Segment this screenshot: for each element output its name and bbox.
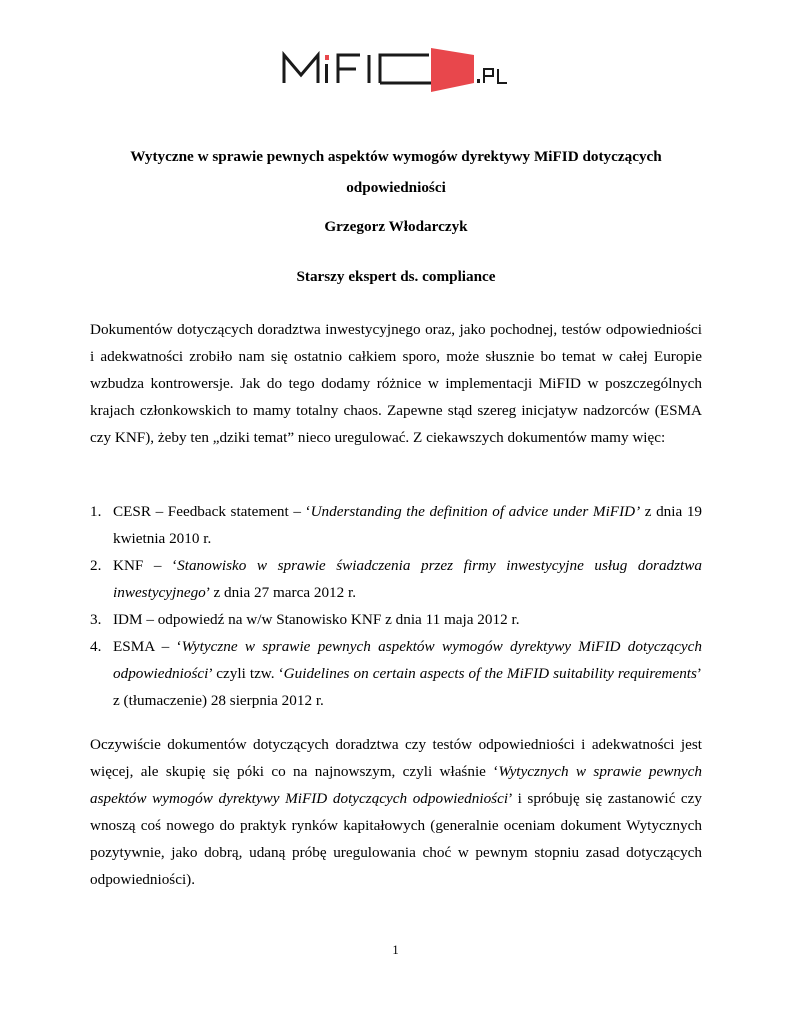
list-number: 3. bbox=[90, 611, 102, 628]
list-text: KNF – ‘Stanowisko w sprawie świadczenia przez firmy inwestycyjne usług doradztwa inwestycyjnego’ z dnia 27 marca 2012 r. bbox=[113, 557, 702, 601]
author-name: Grzegorz Włodarczyk bbox=[324, 218, 468, 235]
intro-paragraph: Dokumentów dotyczących doradztwa inwestycyjnego oraz, jako pochodnej, testów odpowiedniości i adekwatności zrobiło nam się ostatnio całkiem sporo, może słusznie bo temat w całej Europie wzbudza kontrowersje. Jak do tego dodamy różnice w implementacji MiFID w poszczególnych krajach członkowskich to mamy totalny chaos. Zapewne stąd szereg inicjatyw nadzorców (ESMA czy KNF), żeby ten „dziki temat” nieco uregulować. Z ciekawszych dokumentów mamy więc: bbox=[90, 321, 702, 446]
list-number: 1. bbox=[90, 503, 102, 520]
list-number: 2. bbox=[90, 557, 102, 574]
list-text: CESR – Feedback statement – ‘Understanding the definition of advice under MiFID’ z dnia 19 kwietnia 2010 r. bbox=[113, 503, 703, 547]
body-paragraph: Oczywiście dokumentów dotyczących doradztwa czy testów odpowiedniości i adekwatności jest więcej, ale skupię się póki co na najnowszym, czyli właśnie ‘Wytycznych w sprawie pewnych aspektów wymogów dyrektywy MiFID dotyczących odpowiedniości’ i spróbuję się zastanowić czy wnoszą coś nowego do praktyk rynków kapitałowych (generalnie oceniam dokument Wytycznych pozytywnie, jako dobrą, udaną próbę uregulowania choć w pewnym stopniu zasad dotyczących odpowiedniości). bbox=[90, 736, 702, 888]
list-number: 4. bbox=[90, 638, 102, 655]
mifid-pl-logo bbox=[281, 45, 511, 95]
list-text: ESMA – ‘Wytyczne w sprawie pewnych aspektów wymogów dyrektywy MiFID dotyczących odpowiedniości’ czyli tzw. ‘Guidelines on certain aspects of the MiFID suitability requirements’ z (tłumaczenie) 28 sierpnia 2012 r. bbox=[113, 638, 702, 709]
list-text: IDM – odpowiedź na w/w Stanowisko KNF z dnia 11 maja 2012 r. bbox=[113, 611, 520, 628]
author-role: Starszy ekspert ds. compliance bbox=[296, 268, 496, 285]
document-title: Wytyczne w sprawie pewnych aspektów wymogów dyrektywy MiFID dotyczących odpowiedniości bbox=[130, 148, 662, 196]
page-number: 1 bbox=[392, 943, 399, 957]
